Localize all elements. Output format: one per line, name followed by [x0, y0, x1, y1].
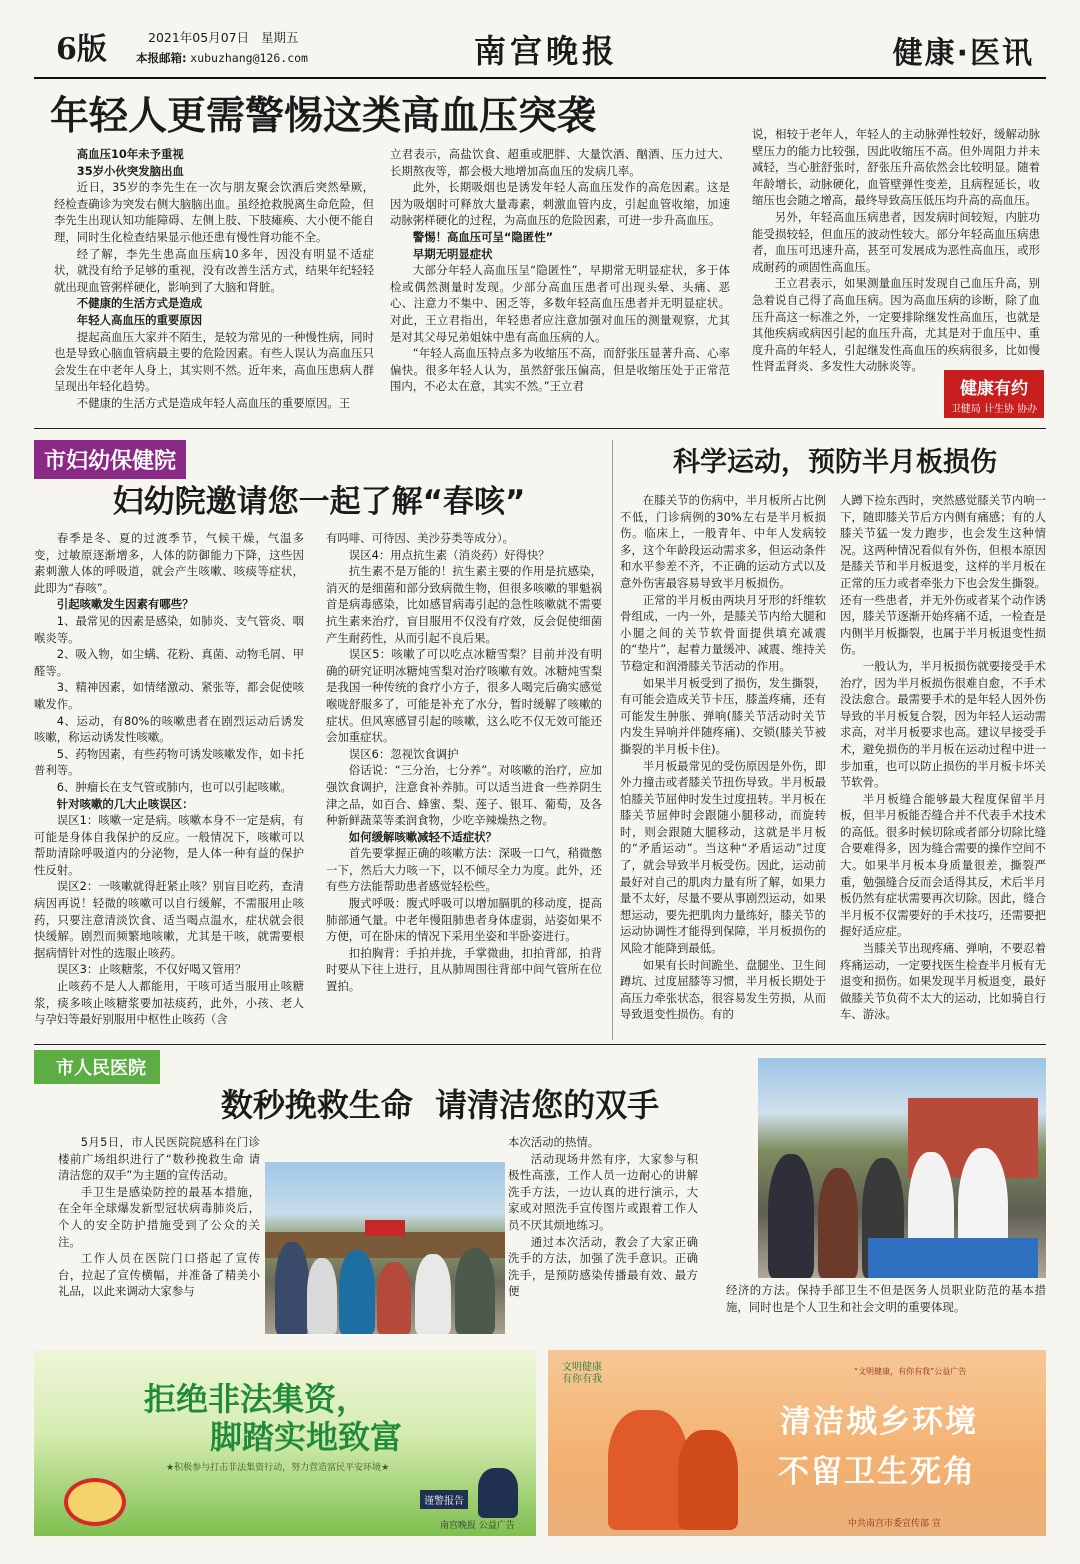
paragraph: 本次活动的热情。 [508, 1135, 600, 1149]
ad-left-footer: 南宫晚报 公益广告 [440, 1521, 515, 1531]
paragraph: 另外，年轻高血压病患者，因发病时间较短，内脏功能受损较轻，但血压的波动性较大。部分年轻高血压病患者，血压可迅速升高，甚至可发展成为恶性高血压，或形成耐药的顽固性高血压。 [752, 209, 1040, 274]
ad-left-sign: 谨警报告 [420, 1490, 468, 1509]
article4-col3 [726, 1282, 1046, 1338]
issue-date: 2021年05月07日 [148, 30, 250, 45]
email-label: 本报邮箱: [136, 51, 187, 65]
section-divider-1 [34, 428, 1046, 429]
article1-col2 [390, 146, 730, 418]
issue-date-line [148, 28, 299, 46]
email-line [136, 50, 308, 66]
street-sweeper-figure [678, 1430, 738, 1530]
paragraph: 提起高血压大家并不陌生，是较为常见的一种慢性病，同时也是导致心脑血管病最主要的危险因素。有些人误认为高血压只会发生在中老年人身上，其实则不然。近年来，高血压患病人群呈现出年轻化趋势。 [54, 329, 374, 394]
paragraph: 4、运动，有80%的咳嗽患者在剧烈运动后诱发咳嗽，称运动诱发性咳嗽。 [34, 713, 304, 745]
paragraph: 误区4：用点抗生素（消炎药）好得快？ [348, 547, 550, 562]
paragraph: 工作人员在医院门口搭起了宣传台，拉起了宣传横幅，并准备了精美小礼品，以此来调动大家参与 [58, 1251, 260, 1299]
paragraph: 说，相较于老年人，年轻人的主动脉弹性较好，缓解动脉壁压力的能力比较强，因此收缩压不高。但外周阻力并未减轻，当心脏舒张时，舒张压升高依然会比较明显。随着年龄增长，动脉硬化，血管壁弹性变差，且病程延长，收缩压也会随之增高，最终导致高压低压均升高的高血压。 [752, 127, 1040, 208]
ad-left-line1: 拒绝非法集资， [144, 1380, 369, 1418]
article4-title: 数秒挽救生命 请清洁您的双手 [220, 1086, 660, 1124]
article2-title: 妇幼院邀请您一起了解“春咳” [112, 484, 526, 520]
ad-right-slogan-top: “文明健康，有你有我”公益广告 [854, 1367, 967, 1376]
paragraph: 扣拍胸背：手拍并拢，手掌微曲，扣拍背部，拍背时要从下往上进行，且从肺周围往背部中间气管所在位置拍。 [326, 945, 602, 994]
article2-tag: 市妇幼保健院 [34, 440, 186, 479]
paragraph: 3、精神因素，如情绪激动、紧张等，都会促使咳嗽发作。 [34, 680, 304, 711]
warning-circle-icon [64, 1478, 126, 1526]
paragraph: 正常的半月板由两块月牙形的纤维软骨组成，一内一外，是膝关节内给大腿和小腿之间的关节软骨面提供填充减震的“垫片”，起着力量缓冲、减震、维持关节稳定和润滑膝关节活动的作用。 [620, 592, 826, 673]
street-sweeper-figure [608, 1410, 688, 1530]
article3-col2 [840, 492, 1046, 1038]
page-number: 6版 [56, 32, 107, 67]
paragraph: 首先要掌握正确的咳嗽方法：深吸一口气，稍微憋一下，然后大力咳一下，以不倾尽全力为度。此外，还有些方法能帮助患者感觉轻松些。 [326, 846, 602, 894]
paragraph: 不健康的生活方式是造成年轻人高血压的重要原因。王 [76, 395, 351, 410]
police-figure [478, 1468, 518, 1518]
ad-right [548, 1350, 1046, 1536]
paragraph: 人蹲下捡东西时，突然感觉膝关节内响一下，随即膝关节后方内侧有痛感；有的人膝关节猛一发力跑步，也会发生这种情况。这两种情况看似有外伤，但根本原因是膝关节和半月板退变，这样的半月板在正常的压力或者牵张力下也会发生撕裂。还有一些患者，并无外伤或者某个动作诱因，膝关节逐渐开始疼痛不适，一检查是内侧半月板撕裂，也属于半月板退变性损伤。 [840, 493, 1046, 657]
paragraph: 大部分年轻人高血压呈“隐匿性”，早期常无明显症状，多于体检或偶然测量时发现。少部分高血压患者可出现头晕、头痛、恶心、注意力不集中、困乏等，多数年轻高血压患者并无明显症状。对此，王立君指出，年轻患者应注意加强对血压的测量观察，尤其是对其父母兄弟姐妹中患有高血压病的人。 [390, 263, 730, 344]
section-divider-2 [34, 1044, 1046, 1045]
issue-weekday: 星期五 [261, 30, 299, 45]
article4-col1 [58, 1134, 260, 1334]
paragraph: 春季是冬、夏的过渡季节，气候干燥，气温多变，过敏原逐渐增多，人体的防御能力下降，这些因素刺激人体的呼吸道，就会产生咳嗽、咳痰等症状，此即为“春咳”。 [34, 531, 304, 595]
article2-col2 [326, 530, 602, 1038]
paragraph: 半月板最常见的受伤原因是外伤，即外力撞击或者膝关节扭伤导致。半月板最怕膝关节屈伸时发生过度扭转。半月板在膝关节屈伸时会跟随小腿移动，而旋转时，则会跟随大腿移动，这就是半月板的“矛盾运动”。当这种“矛盾运动”过度了，就会导致半月板受伤。因此，运动前最好对自己的肌肉力量有所了解，如果力量不太好，尽量不要从事剧烈运动，如果想运动，要先把肌肉力量练好，膝关节的运动协调性才能得到保障，半月板损伤的风险才能降到最低。 [620, 758, 826, 956]
paragraph: 误区1：咳嗽一定是病。咳嗽本身不一定是病，有可能是身体自我保护的反应。一般情况下，咳嗽可以帮助清除呼吸道内的分泌物，是人体一种有益的保护性反射。 [34, 813, 304, 877]
subheading: 35岁小伙突发脑出血 [76, 163, 184, 178]
paragraph: 手卫生是感染防控的最基本措施，在全年全球爆发新型冠状病毒肺炎后，个人的安全防护措施受到了公众的关注。 [58, 1184, 260, 1249]
article1-col1 [54, 146, 374, 418]
health-badge [944, 370, 1044, 418]
subheading: 警惕！高血压可呈“隐匿性” [412, 229, 554, 244]
event-photo-right [758, 1058, 1046, 1278]
health-badge-title: 健康有约 [960, 379, 1028, 399]
paragraph: 5月5日，市人民医院院感科在门诊楼前广场组织进行了“数秒挽救生命 请清洁您的双手”为主题的宣传活动。 [58, 1135, 260, 1183]
article1-title: 年轻人更需警惕这类高血压突袭 [50, 94, 597, 139]
paragraph: 2、吸入物，如尘螨、花粉、真菌、动物毛屑、甲醛等。 [34, 647, 304, 678]
masthead [34, 18, 1046, 76]
paragraph: 如果有长时间跪坐、盘腿坐、卫生间蹲坑、过度屈膝等习惯，半月板长期处于高压力牵张状态，很容易发生劳损，从而导致退变性损伤。有的 [620, 957, 826, 1022]
paragraph: 当膝关节出现疼痛、弹响，不要忍着疼痛运动，一定要找医生检查半月板有无退变和损伤。如果发现半月板退变，最好做膝关节负荷不太大的运动，比如骑自行车、游泳。 [840, 941, 1046, 1022]
paragraph: 俗话说：“三分治，七分养”。对咳嗽的治疗，应加强饮食调护，注意食补养肺。可以适当进食一些养阴生津之品，如百合、蜂蜜、梨、莲子、银耳、葡萄，及各种新鲜蔬菜等柔润食物，少吃辛辣燥热之物。 [326, 763, 602, 828]
subheading: 引起咳嗽发生因素有哪些？ [56, 597, 194, 612]
paragraph: 止咳药不是人人都能用，干咳可适当服用止咳糖浆，痰多咳止咳糖浆要加祛痰药，此外，小孩、老人与孕妇等最好别服用中枢性止咳药（含 [34, 979, 304, 1027]
masthead-divider [34, 77, 1046, 79]
article3-col1 [620, 492, 826, 1038]
paragraph: 腹式呼吸：腹式呼吸可以增加膈肌的移动度，提高肺部通气量。中老年慢阻肺患者身体虚弱，站姿如果不方便，可在卧床的情况下采用坐姿和半卧姿进行。 [326, 896, 602, 944]
ad-left [34, 1350, 536, 1536]
section-name: 健康·医讯 [892, 36, 1034, 71]
paragraph: 抗生素不是万能的！抗生素主要的作用是抗感染，消灭的是细菌和部分致病微生物，但很多咳嗽的罪魁祸首是病毒感染，比如感冒病毒引起的急性咳嗽就不需要抗生素来治疗，盲目服用不仅没有疗效，反会促使细菌产生耐药性，从而引起不良后果。 [326, 564, 602, 645]
paragraph: 误区2：一咳嗽就得赶紧止咳？别盲目吃药，查清病因再说！轻微的咳嗽可以自行缓解，不需服用止咳药，只要注意清淡饮食、适当喝点温水，症状就会很快缓解。剧烈而频繁地咳嗽，尤其是干咳，就需要根据病情针对性的选服止咳药。 [34, 879, 304, 960]
paper-name: 南宫晚报 [474, 32, 619, 70]
paragraph: 5、药物因素，有些药物可诱发咳嗽发作，如卡托普利等。 [34, 746, 304, 778]
ad-right-logo-text1: 文明健康 [562, 1362, 602, 1373]
email-address[interactable]: xubuzhang@126.com [190, 51, 308, 65]
ad-right-footer: 中共南宫市委宣传部 宣 [848, 1519, 941, 1529]
paragraph: 通过本次活动，教会了大家正确洗手的方法，加强了洗手意识。正确洗手，是预防感染传播最有效、最方便 [508, 1234, 698, 1299]
paragraph: 误区6：忽视饮食调护 [348, 746, 459, 761]
ad-right-logo [562, 1362, 602, 1386]
ad-right-line2: 不留卫生死角 [778, 1454, 976, 1490]
paragraph: 经了解，李先生患高血压病10多年，因没有明显不适症状，就没有给予足够的重视，没有改善生活方式，结果年纪轻轻就出现血管粥样硬化，影响到了大脑和肾脏。 [54, 246, 374, 294]
article3-title: 科学运动，预防半月板损伤 [673, 447, 997, 478]
column-rule [612, 440, 613, 1040]
paragraph: 1、最常见的因素是感染，如肺炎、支气管炎、咽喉炎等。 [34, 613, 304, 645]
subheading: 高血压10年未予重视 [76, 147, 184, 161]
ad-right-line1: 清洁城乡环境 [780, 1404, 978, 1440]
paragraph: 6、肿瘤长在支气管或肺内，也可以引起咳嗽。 [56, 779, 292, 794]
subheading: 不健康的生活方式是造成 [76, 296, 203, 311]
health-badge-sub: 卫健局 计生协 协办 [950, 404, 1038, 415]
paragraph: 半月板缝合能够最大程度保留半月板，但半月板能否缝合并不代表手术技术的高低。很多时候切除或者部分切除比缝合要难得多，因为缝合需要的操作空间不大。如果半月板本身质量很差，撕裂严重，勉强缝合反而会适得其反，术后半月板仍然有症状需要再次切除。因此，缝合半月板不仅需要好的手术技巧，还需要把握好适应症。 [840, 791, 1046, 939]
event-photo-left [265, 1162, 505, 1334]
subheading: 年轻人高血压的重要原因 [76, 312, 203, 327]
paragraph: 误区3：止咳糖浆，不仅好喝又管用？ [56, 962, 247, 977]
paragraph: 立君表示，高盐饮食、超重或肥胖、大量饮酒、酗酒、压力过大、长期熬夜等，都会极大地增加高血压的发病几率。 [390, 147, 730, 178]
subheading: 如何缓解咳嗽减轻不适症状？ [348, 829, 497, 844]
ad-left-line2: 脚踏实地致富 [210, 1418, 403, 1456]
article4-tag: 市人民医院 [34, 1050, 160, 1084]
ad-left-tagline: ★积极参与打击非法集资行动，努力营造富民平安环境★ [166, 1463, 390, 1473]
article4-col2 [508, 1134, 698, 1334]
article2-col1 [34, 530, 304, 1038]
paragraph: 一般认为，半月板损伤就要接受手术治疗，因为半月板损伤很难自愈，不手术没法愈合。最需要手术的是年轻人因外伤导致的半月板复合裂，因为年轻人运动需求高，对半月板要求也高。建议早接受手术，避免损伤的半月板在运动过程中进一步加重，也可以防止损伤的半月板卡坏关节软骨。 [840, 658, 1046, 790]
paragraph: “年轻人高血压特点多为收缩压不高，而舒张压显著升高、心率偏快。很多年轻人认为，虽然舒张压偏高，但是收缩压处于正常范围内，不必太在意，其实不然。”王立君 [390, 346, 730, 394]
paragraph: 经济的方法。保持手部卫生不但是医务人员职业防范的基本措施，同时也是个人卫生和社会文明的重要体现。 [726, 1283, 1046, 1314]
paragraph: 近日，35岁的李先生在一次与朋友聚会饮酒后突然晕厥，经检查确诊为突发右侧大脑脑出血。虽经抢救脱离生命危险，但李先生出现认知功能障碍、左侧上肢、下肢瘫痪、大小便不能自理，同时生化检查结果显示他还患有慢性肾功能不全。 [54, 180, 374, 244]
paragraph: 如果半月板受到了损伤，发生撕裂，有可能会造成关节卡压，膝盖疼痛，还有可能发生肿胀、弹响(膝关节活动时关节内发生异响并伴随疼痛)、交锁(膝关节被撕裂的半月板卡住)。 [620, 675, 826, 756]
ad-right-logo-text2: 有你有我 [562, 1374, 602, 1385]
subheading: 针对咳嗽的几大止咳误区： [56, 796, 194, 811]
paragraph: 王立君表示，如果测量血压时发现自己血压升高，别急着说自己得了高血压病。因为高血压病的诊断，除了血压升高这一标准之外，一定要排除继发性高血压，也就是其他疾病或病因引起的血压升高，尤其是对于血压中、重度升高的年轻人，引起继发性高血压的疾病很多，比如慢性肾盂肾炎、多发性大动脉炎等。 [752, 276, 1040, 374]
paragraph: 有吗啡、可待因、美沙芬类等成分）。 [326, 531, 514, 545]
paragraph: 误区5：咳嗽了可以吃点冰糖雪梨？目前并没有明确的研究证明冰糖炖雪梨对治疗咳嗽有效。冰糖炖雪梨是我国一种传统的食疗小方子，很多人喝完后确实感觉喉咙舒服多了，可能是补充了水分，暂时缓解了咳嗽的症状。但风寒感冒引起的咳嗽，这么吃不仅无效可能还会加重症状。 [326, 647, 602, 745]
paragraph: 活动现场井然有序，大家参与积极性高涨，工作人员一边耐心的讲解洗手方法，一边认真的进行演示，大家或对照洗手宣传图片或跟着工作人员不厌其烦地练习。 [508, 1151, 698, 1232]
paragraph: 在膝关节的伤病中，半月板所占比例不低，门诊病例的30%左右是半月板损伤。临床上，一般青年、中年人发病较多，这个年龄段运动需求多，但运动条件和水平参差不齐，不正确的运动方式以及意外伤害最容易导致半月板损伤。 [620, 493, 826, 590]
subheading: 早期无明显症状 [412, 246, 493, 261]
paragraph: 此外，长期吸烟也是诱发年轻人高血压发作的高危因素。这是因为吸烟时可释放大量毒素，刺激血管内皮，引起血管收缩，加速动脉粥样硬化的过程，为高血压的危险因素，可进一步升高血压。 [390, 180, 730, 228]
